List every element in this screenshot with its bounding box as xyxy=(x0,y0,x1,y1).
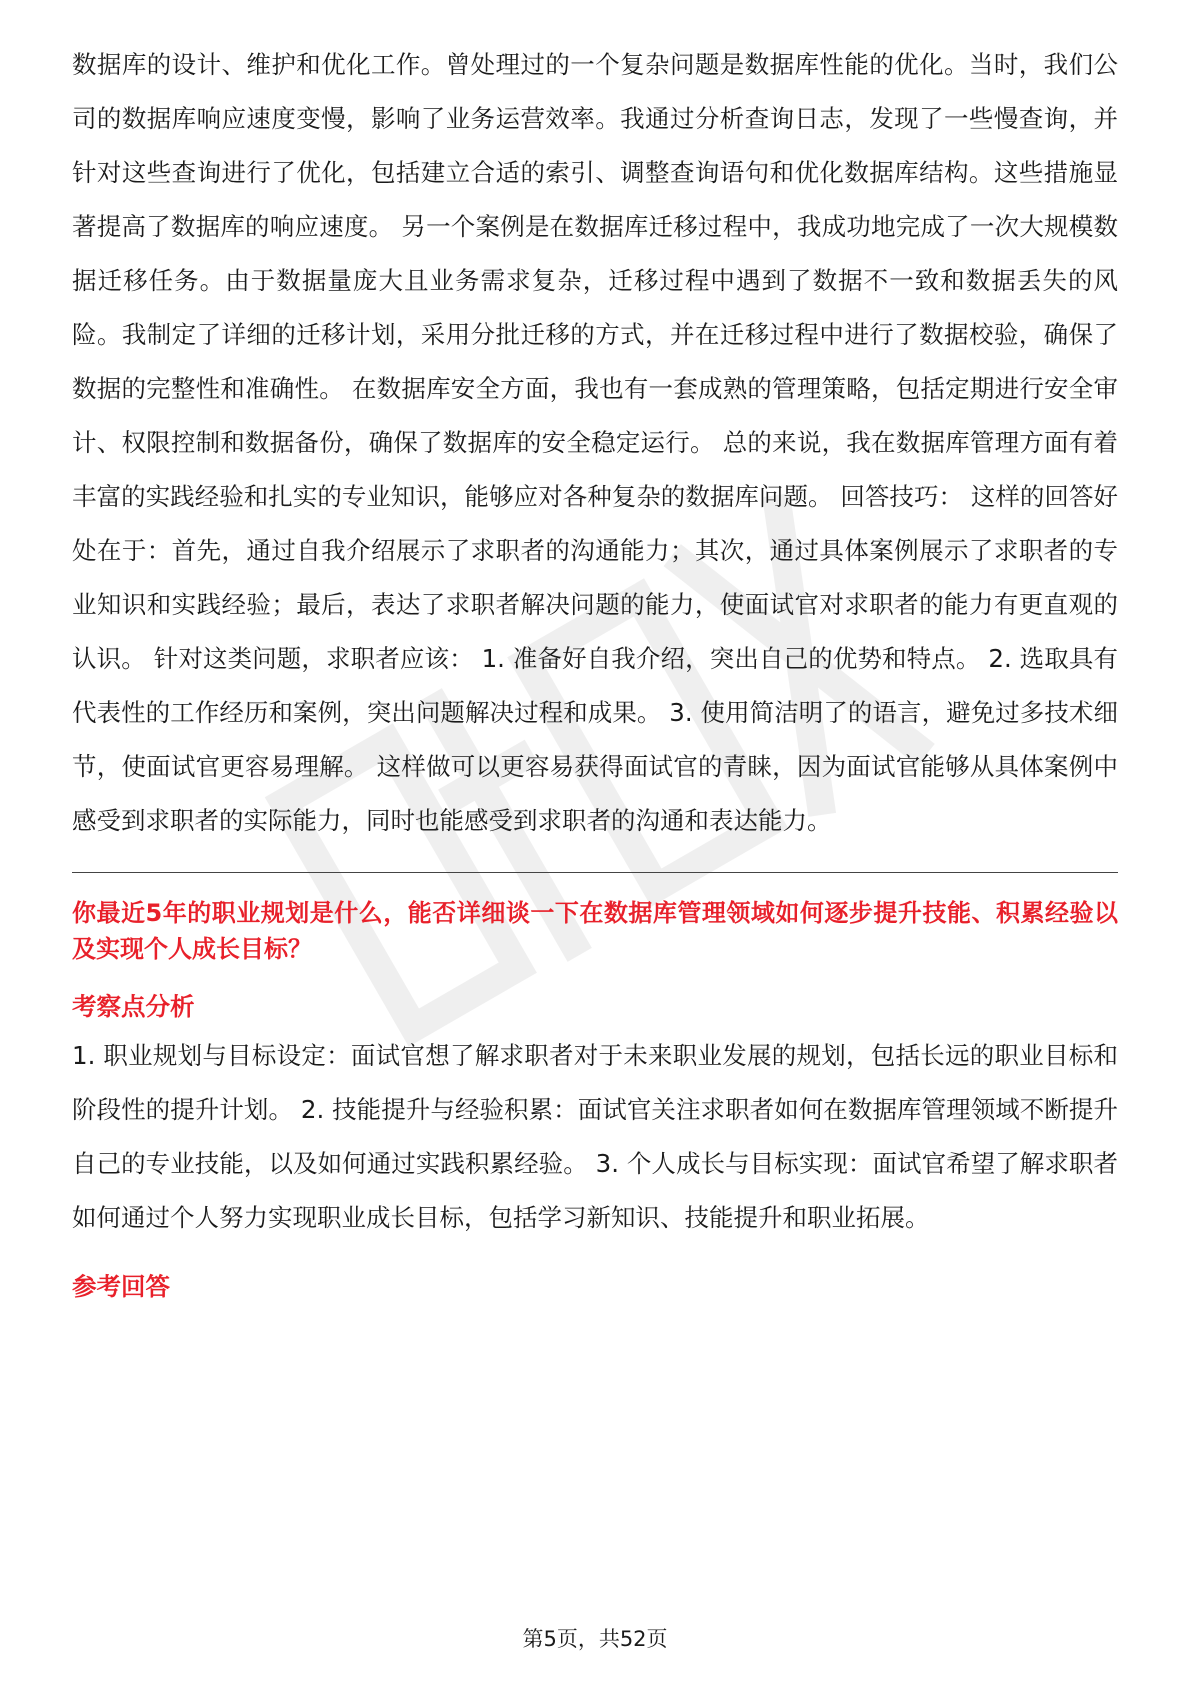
reference-answer-heading: 参考回答 xyxy=(72,1272,170,1301)
interview-question: 你最近5年的职业规划是什么，能否详细谈一下在数据库管理领域如何逐步提升技能、积累经验以及实现个人成长目标？ xyxy=(72,899,1118,963)
answer-continuation-paragraph: 数据库的设计、维护和优化工作。曾处理过的一个复杂问题是数据库性能的优化。当时，我们公司的数据库响应速度变慢，影响了业务运营效率。我通过分析查询日志，发现了一些慢查询，并针对这些查询进行了优化，包括建立合适的索引、调整查询语句和优化数据库结构。这些措施显著提高了数据库的响应速度。 另一个案例是在数据库迁移过程中，我成功地完成了一次大规模数据迁移任务。由于数据量庞大且业务需求复杂，迁移过程中遇到了数据不一致和数据丢失的风险。我制定了详细的迁移计划，采用分批迁移的方式，并在迁移过程中进行了数据校验，确保了数据的完整性和准确性。 在数据库安全方面，我也有一套成熟的管理策略，包括定期进行安全审计、权限控制和数据备份，确保了数据库的安全稳定运行。 总的来说，我在数据库管理方面有着丰富的实践经验和扎实的专业知识，能够应对各种复杂的数据库问题。 回答技巧： 这样的回答好处在于：首先，通过自我介绍展示了求职者的沟通能力；其次，通过具体案例展示了求职者的专业知识和实践经验；最后，表达了求职者解决问题的能力，使面试官对求职者的能力有更直观的认识。 针对这类问题，求职者应该： 1. 准备好自我介绍，突出自己的优势和特点。 2. 选取具有代表性的工作经历和案例，突出问题解决过程和成果。 3. 使用简洁明了的语言，避免过多技术细节，使面试官更容易理解。 这样做可以更容易获得面试官的青睐，因为面试官能够从具体案例中感受到求职者的实际能力，同时也能感受到求职者的沟通和表达能力。 xyxy=(72,50,1118,835)
section-divider xyxy=(72,872,1118,873)
analysis-heading: 考察点分析 xyxy=(72,992,195,1021)
document-page xyxy=(72,38,1118,1309)
analysis-paragraph: 1. 职业规划与目标设定：面试官想了解求职者对于未来职业发展的规划，包括长远的职业目标和阶段性的提升计划。 2. 技能提升与经验积累：面试官关注求职者如何在数据库管理领域不断提升自己的专业技能，以及如何通过实践积累经验。 3. 个人成长与目标实现：面试官希望了解求职者如何通过个人努力实现职业成长目标，包括学习新知识、技能提升和职业拓展。 xyxy=(72,1041,1118,1232)
page-number-footer: 第5页，共52页 xyxy=(522,1627,668,1651)
